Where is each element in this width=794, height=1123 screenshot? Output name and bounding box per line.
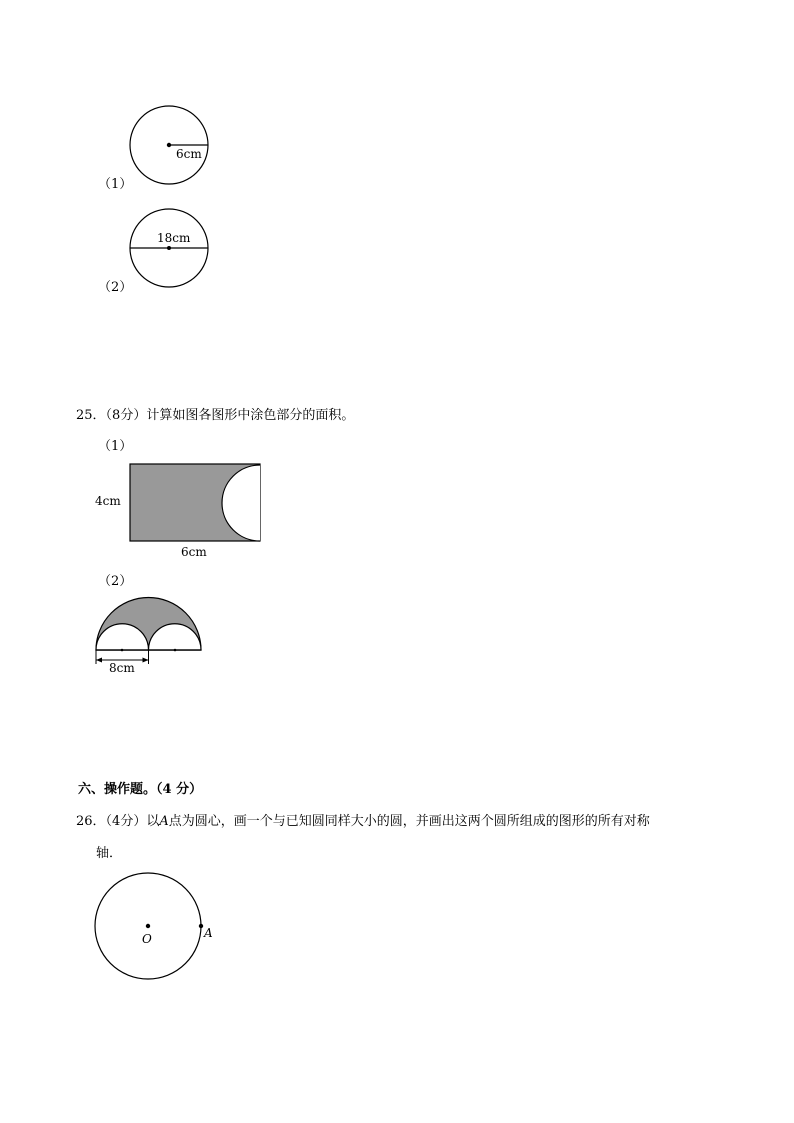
q25-number: 25: [76, 408, 93, 423]
q25-score: ．（8分）: [92, 408, 147, 423]
q26-center-label: O: [142, 932, 152, 946]
q24-fig2-label: （2）: [98, 280, 133, 295]
q25-fig2-length-label: 8cm: [109, 661, 135, 675]
q26-question-line2: 轴．: [96, 846, 123, 861]
q24-fig1-radius-label: 6cm: [176, 147, 202, 161]
q26-number: 26: [76, 814, 93, 829]
q26-center-dot: [146, 924, 150, 928]
q26-point-a-dot: [199, 924, 203, 928]
q26-prompt-prefix: 以: [146, 814, 160, 829]
q26-prompt-suffix: 点为圆心，画一个与已知圆同样大小的圆，并画出这两个圆所组成的图形的所有对称: [168, 814, 650, 829]
q25-prompt: 计算如图各图形中涂色部分的面积。: [146, 408, 355, 423]
q25-fig2-label: （2）: [98, 574, 133, 589]
q25-fig1-width-label: 6cm: [181, 545, 207, 559]
q24-fig1-label: （1）: [98, 177, 133, 192]
q25-fig1-height-label: 4cm: [95, 494, 121, 508]
q25-fig1-label: （1）: [98, 439, 133, 454]
section6-title: 六、操作题。（4 分）: [78, 782, 203, 797]
q26-score: ．（4分）: [92, 814, 147, 829]
q26-point-label: A: [204, 926, 213, 940]
q24-fig2-diameter-label: 18cm: [157, 231, 191, 245]
q26-prompt-point: A: [159, 814, 169, 829]
